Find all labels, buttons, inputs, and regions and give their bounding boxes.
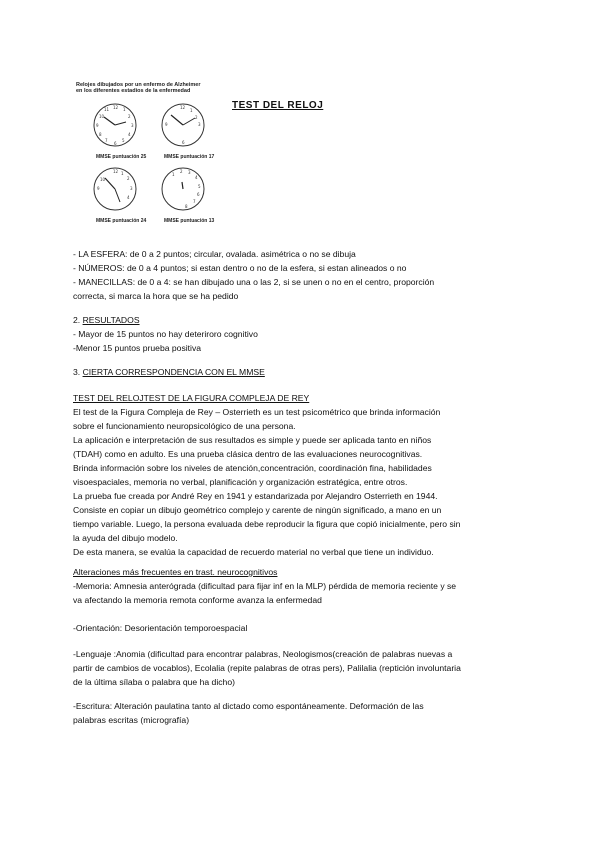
- svg-text:4: 4: [128, 132, 131, 137]
- svg-text:12: 12: [113, 169, 119, 174]
- clock-drawings-figure: [72, 82, 222, 227]
- svg-text:9: 9: [96, 123, 99, 128]
- memoria-line-1: -Memoria: Amnesia anterógrada (dificultad para fijar inf en la MLP) pérdida de memoria reciente y se: [73, 581, 457, 591]
- rey-line-2: sobre el funcionamiento neuropsicológico de una persona.: [73, 421, 296, 431]
- rey-line-8: Consiste en copiar un dibujo geométrico complejo y carente de ningún significado, a mano en un: [73, 505, 442, 515]
- lenguaje-line-1: -Lenguaje :Anomia (dificultad para encontrar palabras, Neologismos(creación de palabras nuevas a: [73, 649, 453, 659]
- rey-line-11: De esta manera, se evalúa la capacidad de recuerdo material no verbal que tiene un individuo.: [73, 547, 434, 557]
- clock-drawing-1: [90, 100, 140, 150]
- figure-caption-line-2: en los diferentes estadios de la enfermedad: [76, 88, 191, 94]
- clock-drawing-2: [158, 100, 208, 150]
- criteria-esfera: - LA ESFERA: de 0 a 2 puntos; circular, ovalada. asimétrica o no se dibuja: [73, 249, 356, 259]
- svg-text:4: 4: [195, 175, 198, 180]
- svg-text:1: 1: [121, 171, 124, 176]
- svg-text:6: 6: [114, 141, 117, 146]
- figure-caption: [76, 82, 216, 94]
- svg-text:3: 3: [131, 123, 134, 128]
- resultados-title: RESULTADOS: [82, 315, 140, 325]
- svg-text:2: 2: [180, 169, 183, 174]
- svg-text:5: 5: [122, 138, 125, 143]
- resultados-heading: [73, 314, 140, 326]
- mmse-score-2: MMSE puntuación 17: [164, 154, 215, 160]
- resultado-item-2: -Menor 15 puntos prueba positiva: [73, 343, 202, 353]
- figure-caption-line-1: Relojes dibujados por un enfermo de Alzheimer: [76, 82, 201, 88]
- svg-text:3: 3: [198, 122, 201, 127]
- section-3-title: CIERTA CORRESPONDENCIA CON EL MMSE: [82, 367, 265, 377]
- svg-text:5: 5: [198, 184, 201, 189]
- mmse-score-3: MMSE puntuación 24: [96, 218, 147, 224]
- section-3-heading: [73, 366, 265, 378]
- svg-text:1: 1: [190, 108, 193, 113]
- criteria-manecillas: - MANECILLAS: de 0 a 4: se han dibujado una o las 2, si se unen o no en el centro, proporción: [73, 277, 435, 287]
- rey-line-4: (TDAH) como en adulto. Es una prueba clásica dentro de las evaluaciones neurocognitivas.: [73, 449, 423, 459]
- svg-text:12: 12: [180, 105, 186, 110]
- svg-text:6: 6: [197, 192, 200, 197]
- svg-text:3: 3: [130, 186, 133, 191]
- svg-text:1: 1: [123, 107, 126, 112]
- memoria-line-2: va afectando la memoria remota conforme avanza la enfermedad: [73, 595, 322, 605]
- rey-line-5: Brinda información sobre los niveles de atención,concentración, coordinación fina, habilidades: [73, 463, 432, 473]
- svg-text:3: 3: [188, 170, 191, 175]
- mmse-score-1: MMSE puntuación 25: [96, 154, 147, 160]
- svg-text:2: 2: [195, 115, 198, 120]
- svg-text:6: 6: [182, 140, 185, 145]
- svg-text:7: 7: [193, 199, 196, 204]
- svg-text:2: 2: [128, 114, 131, 119]
- svg-text:7: 7: [105, 138, 108, 143]
- rey-line-10: la ayuda del dibujo modelo.: [73, 533, 178, 543]
- lenguaje-line-2: partir de cambios de vocablos), Ecolalia (repite palabras de otras pers), Palilalia (reptición involuntaria: [73, 663, 461, 673]
- rey-line-6: visoespaciales, memoria no verbal, planificación y organización estratégica, entre otros.: [73, 477, 408, 487]
- clock-drawing-4: [158, 164, 208, 214]
- section-3-number: 3.: [73, 367, 81, 377]
- escritura-line-1: -Escritura: Alteración paulatina tanto al dictado como espontáneamente. Deformación de las: [73, 701, 424, 711]
- page-title: TEST DEL RELOJ: [232, 100, 324, 111]
- rey-heading: TEST DEL RELOJTEST DE LA FIGURA COMPLEJA DE REY: [73, 393, 310, 403]
- svg-text:10: 10: [100, 177, 106, 182]
- rey-line-9: tiempo variable. Luego, la persona evaluada debe reproducir la figura que copió inicialmente, pero sin: [73, 519, 461, 529]
- svg-text:11: 11: [104, 107, 110, 112]
- svg-text:9: 9: [97, 186, 100, 191]
- escritura-line-2: palabras escritas (micrografía): [73, 715, 190, 725]
- svg-text:8: 8: [99, 132, 102, 137]
- svg-text:2: 2: [127, 176, 130, 181]
- alteraciones-heading: Alteraciones más frecuentes en trast. neurocognitivos: [73, 567, 278, 577]
- criteria-manecillas-cont: correcta, si marca la hora que se ha pedido: [73, 291, 239, 301]
- resultado-item-1: - Mayor de 15 puntos no hay deteriroro cognitivo: [73, 329, 258, 339]
- svg-text:10: 10: [99, 114, 105, 119]
- rey-line-3: La aplicación e interpretación de sus resultados es simple y puede ser aplicada tanto en niños: [73, 435, 432, 445]
- clock-drawing-3: [90, 164, 140, 214]
- resultados-number: 2.: [73, 315, 81, 325]
- svg-text:9: 9: [165, 122, 168, 127]
- svg-text:12: 12: [113, 105, 119, 110]
- rey-line-1: El test de la Figura Compleja de Rey – Osterrieth es un test psicométrico que brinda información: [73, 407, 441, 417]
- orientacion-line: -Orientación: Desorientación temporoespacial: [73, 623, 248, 633]
- rey-line-7: La prueba fue creada por André Rey en 1941 y estandarizada por Alejandro Osterrieth en 1944.: [73, 491, 438, 501]
- mmse-score-4: MMSE puntuación 13: [164, 218, 215, 224]
- svg-text:4: 4: [127, 195, 130, 200]
- lenguaje-line-3: de la última sílaba o palabra que ha dicho): [73, 677, 235, 687]
- criteria-numeros: - NÚMEROS: de 0 a 4 puntos; si estan dentro o no de la esfera, si estan alineados o no: [73, 263, 407, 273]
- svg-text:8: 8: [185, 204, 188, 209]
- svg-text:1: 1: [172, 172, 175, 177]
